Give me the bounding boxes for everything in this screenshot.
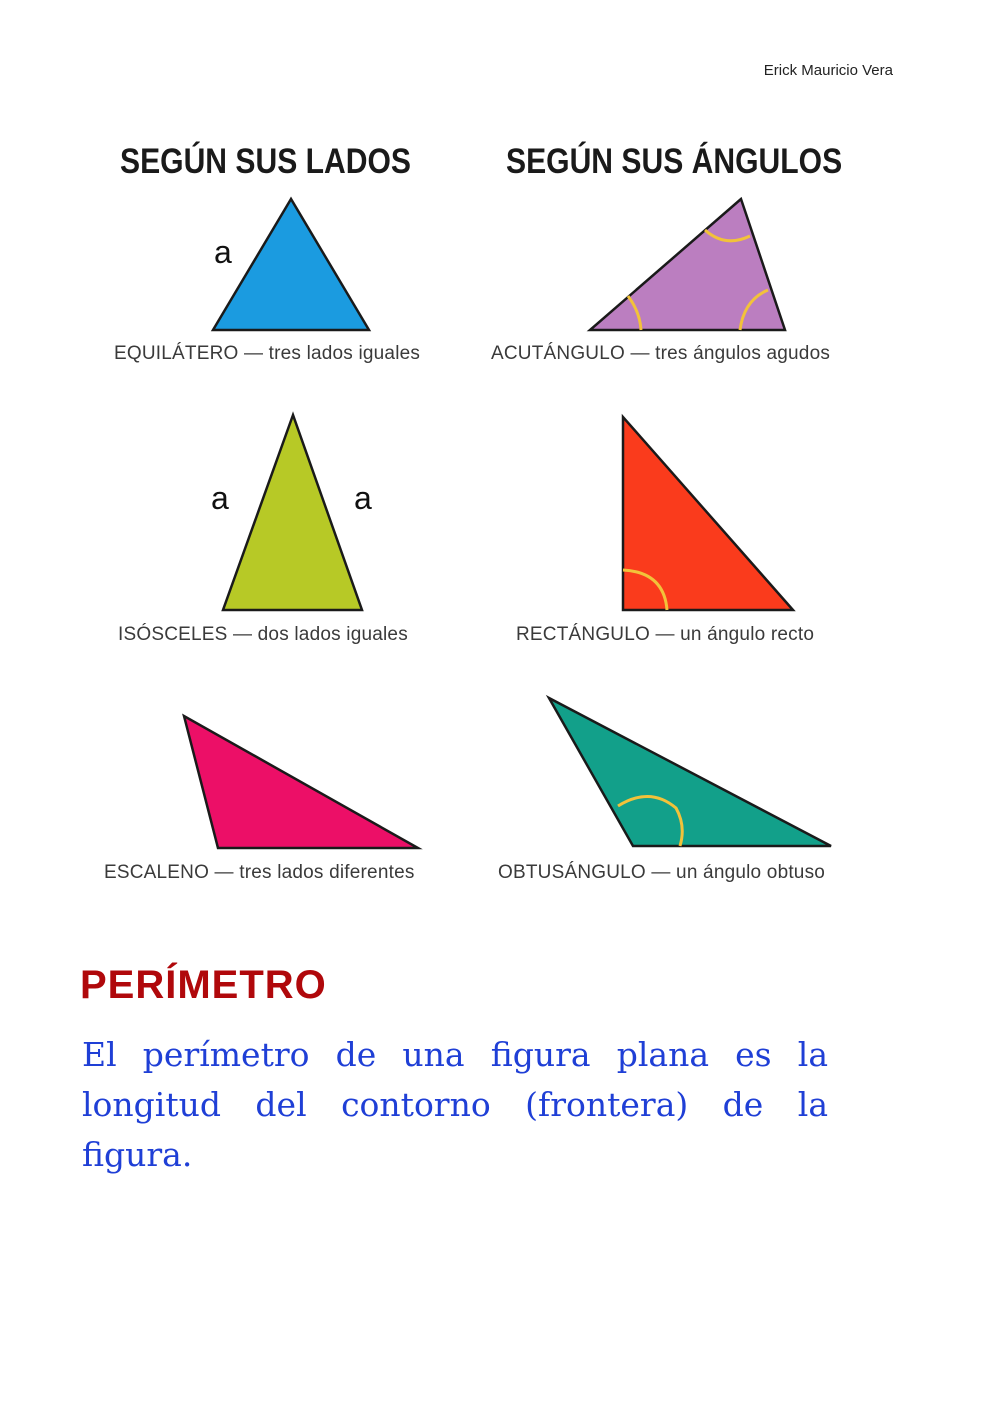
obtuse-caption: OBTUSÁNGULO — un ángulo obtuso [498,862,826,883]
perimeter-title: PERÍMETRO [80,963,327,1007]
scalene-triangle [184,716,418,848]
author-name: Erick Mauricio Vera [763,62,893,79]
equilateral-caption: EQUILÁTERO — tres lados iguales [114,343,421,364]
equilateral-triangle [213,199,369,330]
perimeter-definition-box [76,1030,828,1174]
equilateral-side-label: a [214,234,232,270]
scalene-caption: ESCALENO — tres lados diferentes [104,862,415,883]
right-triangle [623,417,793,610]
isosceles-side-label-right: a [354,480,372,516]
right-caption: RECTÁNGULO — un ángulo recto [516,624,815,645]
angles-column-title: SEGÚN SUS ÁNGULOS [506,142,843,181]
acute-caption: ACUTÁNGULO — tres ángulos agudos [491,343,831,364]
perimeter-definition: El perímetro de una figura plana es la longitud del contorno (frontera) de la figura. [82,1035,828,1174]
sides-column-title: SEGÚN SUS LADOS [120,142,412,181]
acute-triangle [590,199,785,330]
isosceles-caption: ISÓSCELES — dos lados iguales [118,624,408,645]
isosceles-side-label-left: a [211,480,229,516]
obtuse-triangle [549,698,831,846]
isosceles-triangle [223,415,362,610]
